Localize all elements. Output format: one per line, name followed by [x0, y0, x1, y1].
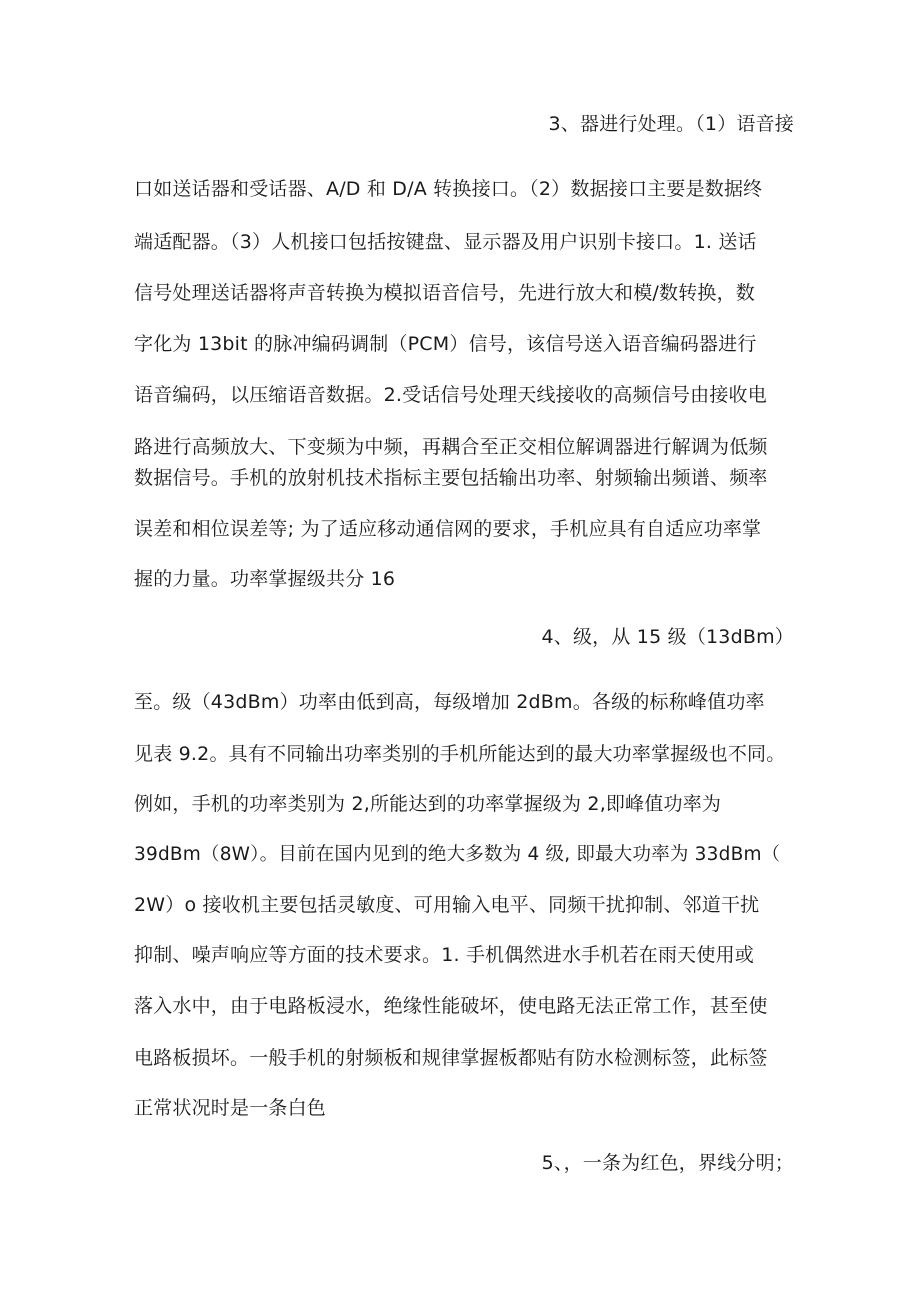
paragraph-line: 见表 9.2。具有不同输出功率类别的手机所能达到的最大功率掌握级也不同。	[134, 743, 786, 765]
paragraph-line: 握的力量。功率掌握级共分 16	[134, 568, 396, 590]
paragraph-line: 字化为 13bit 的脉冲编码调制（PCM）信号，该信号送入语音编码器进行	[134, 333, 757, 355]
paragraph-line: 口如送话器和受话器、A/D 和 D/A 转换接口。（2）数据接口主要是数据终	[134, 178, 763, 200]
paragraph-line: 抑制、噪声响应等方面的技术要求。1. 手机偶然进水手机若在雨天使用或	[134, 944, 754, 966]
paragraph-line: 至。级（43dBm）功率由低到高，每级增加 2dBm。各级的标称峰值功率	[134, 691, 765, 713]
paragraph-line: 例如，手机的功率类别为 2,所能达到的功率掌握级为 2,即峰值功率为	[134, 793, 722, 815]
paragraph-line: 语音编码，以压缩语音数据。2.受话信号处理天线接收的高频信号由接收电	[134, 384, 767, 406]
paragraph-line: 端适配器。（3）人机接口包括按键盘、显示器及用户识别卡接口。1. 送话	[134, 231, 757, 253]
paragraph-line: 落入水中，由于电路板浸水，绝缘性能破坏，使电路无法正常工作，甚至使	[134, 995, 768, 1017]
paragraph-line: 路进行高频放大、下变频为中频，再耦合至正交相位解调器进行解调为低频	[134, 436, 768, 458]
section-5-heading-line: 5、，一条为红色，界线分明；	[541, 1152, 794, 1174]
paragraph-line: 误差和相位误差等; 为了适应移动通信网的要求，手机应具有自适应功率掌	[134, 518, 762, 540]
paragraph-line: 39dBm（8W）。目前在国内见到的绝大多数为 4 级, 即最大功率为 33dBm（	[134, 844, 781, 865]
paragraph-line: 正常状况时是一条白色	[134, 1097, 327, 1119]
section-4-heading-line: 4、级，从 15 级（13dBm）	[541, 626, 794, 648]
paragraph-line: 数据信号。手机的放射机技术指标主要包括输出功率、射频输出频谱、频率	[134, 467, 768, 489]
section-3-heading-line: 3、器进行处理。（1）语音接	[548, 113, 794, 135]
paragraph-line: 2W）o 接收机主要包括灵敏度、可用输入电平、同频干扰抑制、邻道干扰	[134, 894, 760, 916]
paragraph-line: 电路板损坏。一般手机的射频板和规律掌握板都贴有防水检测标签，此标签	[134, 1047, 768, 1069]
paragraph-line: 信号处理送话器将声音转换为模拟语音信号，先进行放大和模/数转换，数	[134, 282, 756, 304]
